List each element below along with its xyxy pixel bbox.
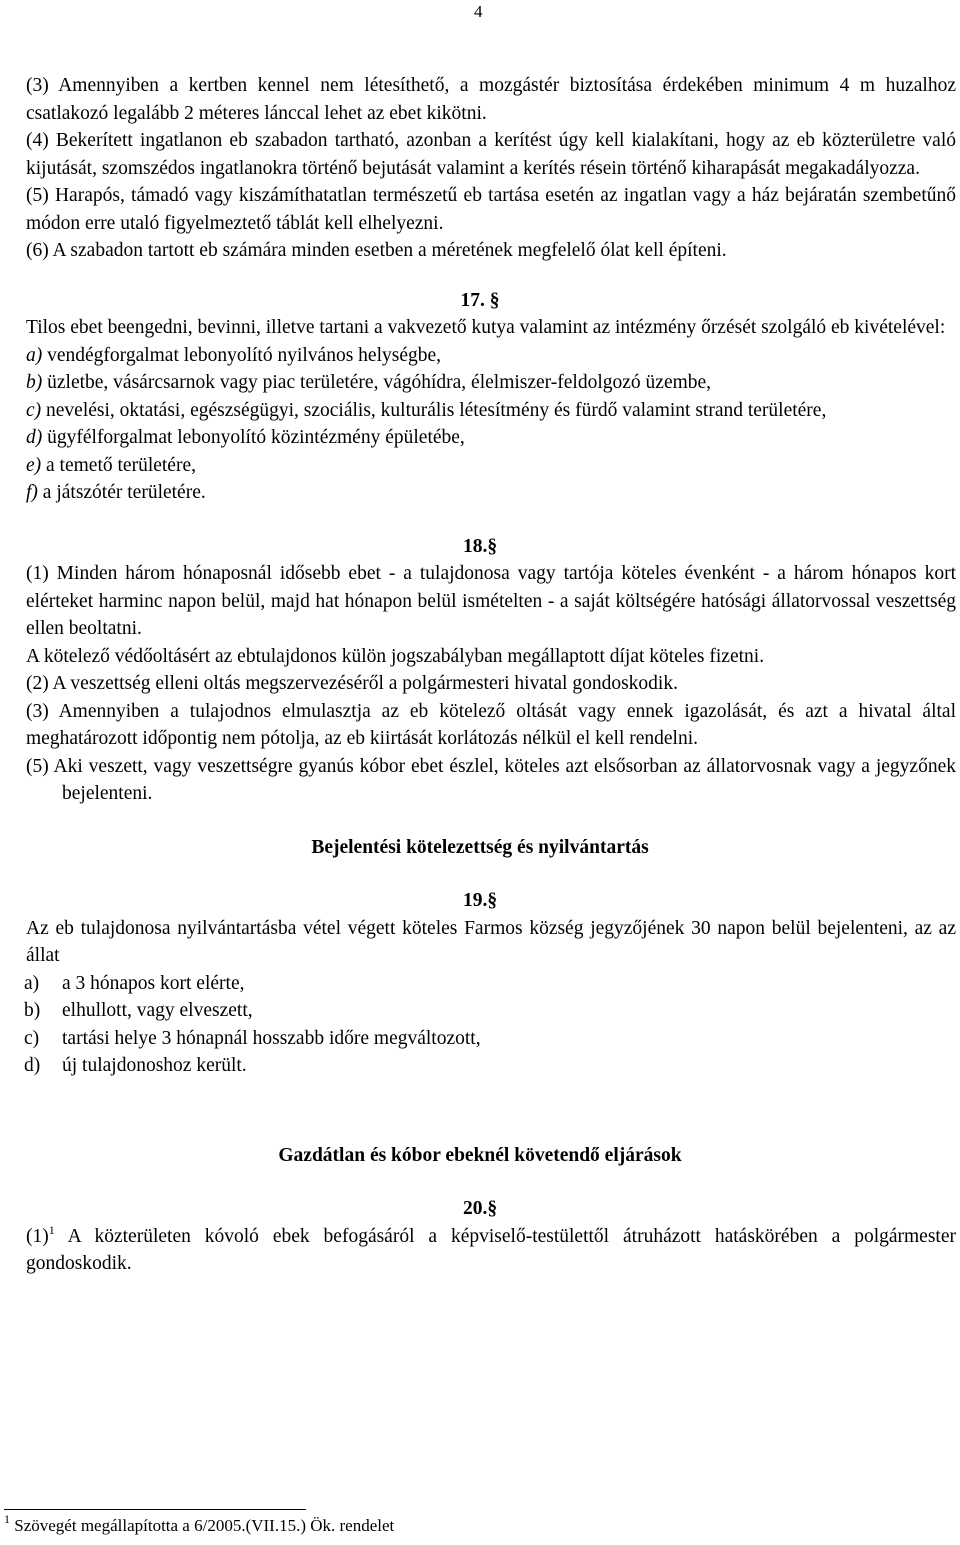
- document-body: [4, 72, 956, 1278]
- s17-item-f: f) a játszótér területére.: [26, 482, 206, 503]
- s19-item-d: d) új tulajdonoshoz került.: [24, 1055, 247, 1076]
- s18-paragraph-1: (1) Minden három hónaposnál idősebb ebet - a tulajdonosa vagy tartója köteles évenként - a három hónapos kort elérteket harminc napon belül, majd hat hónapon belül ismételten - a saját költségére hatósági állatorvossal veszettség ellen beoltatni.: [26, 563, 956, 639]
- s18-paragraph-5: (5) Aki veszett, vagy veszettségre gyanús kóbor ebet észlel, köteles azt elsősorban az állatorvosnak vagy a jegyzőnek bejelenteni.: [26, 755, 956, 804]
- s19-item-b: b) elhullott, vagy elveszett,: [24, 1000, 253, 1021]
- s20-paragraph-1: $(1)^1$ A közterületen kóvoló ebek befogásáról a képviselő-testülettől átruházott hatáskörében a polgármester gondoskodik.: [26, 1222, 956, 1274]
- s16-paragraph-3: (3) Amennyiben a kertben kennel nem létesíthető, a mozgástér biztosítása érdekében minimum 4 m huzalhoz csatlakozó legalább 2 méteres lánccal lehet az ebet kikötni.: [26, 75, 956, 124]
- s19-item-a: a) a 3 hónapos kort elérte,: [24, 972, 245, 994]
- s18-paragraph-3: (3) Amennyiben a tulajodnos elmulasztja az eb kötelező oltását vagy ennek igazolását, és azt a hivatal által meghatározott időpontig nem pótolja, az eb kiirtását korlátozás nélkül el kell rendelni.: [26, 700, 956, 749]
- section-18-heading: 18.§: [462, 535, 498, 557]
- s16-paragraph-6: (6) A szabadon tartott eb számára minden esetben a méretének megfelelő ólat kell építeni.: [26, 240, 727, 261]
- registry-title: Bejelentési kötelezettség és nyilvántartás: [311, 836, 649, 858]
- s17-item-d: d) ügyfélforgalmat lebonyolító közintézmény épületébe,: [26, 427, 465, 448]
- footnote-divider: [4, 1509, 306, 1510]
- s16-paragraph-4: (4) Bekerített ingatlanon eb szabadon tartható, azonban a kerítést úgy kell kialakítani, hogy az eb közterületre való kijutását, szomszédos ingatlanokra történő bejutását valamint a kerítés résein történő kiharapását megakadályozza.: [26, 130, 956, 179]
- page-number: 4: [474, 2, 483, 21]
- s17-intro: Tilos ebet beengedni, bevinni, illetve tartani a vakvezető kutya valamint az intézmény őrzését szolgáló eb kivételével:: [26, 317, 946, 338]
- footnote-reference: 1: [48, 1222, 55, 1237]
- s17-item-e: e) a temető területére,: [26, 454, 196, 476]
- s17-item-c: c) nevelési, oktatási, egészségügyi, szociális, kulturális létesítmény és fürdő valamint strand területére,: [26, 399, 827, 421]
- section-19-heading: 19.§: [462, 890, 498, 911]
- s18-paragraph-2: (2) A veszettség elleni oltás megszervezéséről a polgármesteri hivatal gondoskodik.: [26, 673, 678, 694]
- s17-item-a: a) vendégforgalmat lebonyolító nyilvános helységbe,: [26, 344, 442, 366]
- s18-paragraph-1b: A kötelező védőoltásért az ebtulajdonos külön jogszabályban megállaptott díjat köteles fizetni.: [26, 645, 765, 667]
- section-20-heading: 20.§: [462, 1198, 498, 1219]
- s19-intro: Az eb tulajdonosa nyilvántartásba vétel végett köteles Farmos község jegyzőjének 30 napon belül bejelenteni, az az állat: [26, 917, 956, 966]
- s17-item-b: b) üzletbe, vásárcsarnok vagy piac területére, vágóhídra, élelmiszer-feldolgozó üzembe,: [26, 372, 712, 393]
- s19-item-c: c) tartási helye 3 hónapnál hosszabb időre megváltozott,: [24, 1027, 481, 1049]
- section-17-heading: 17. §: [460, 289, 500, 311]
- s16-paragraph-5: (5) Harapós, támadó vagy kiszámíthatatlan természetű eb tartása esetén az ingatlan vagy a ház bejáratán szembetűnő módon erre utaló figyelmeztető táblát kell elhelyezni.: [26, 185, 956, 234]
- stray-dogs-title: Gazdátlan és kóbor ebeknél követendő eljárások: [278, 1144, 682, 1166]
- footnote: $^1$ Szövegét megállapította a 6/2005.(VII.15.) Ök. rendelet: [4, 1512, 395, 1535]
